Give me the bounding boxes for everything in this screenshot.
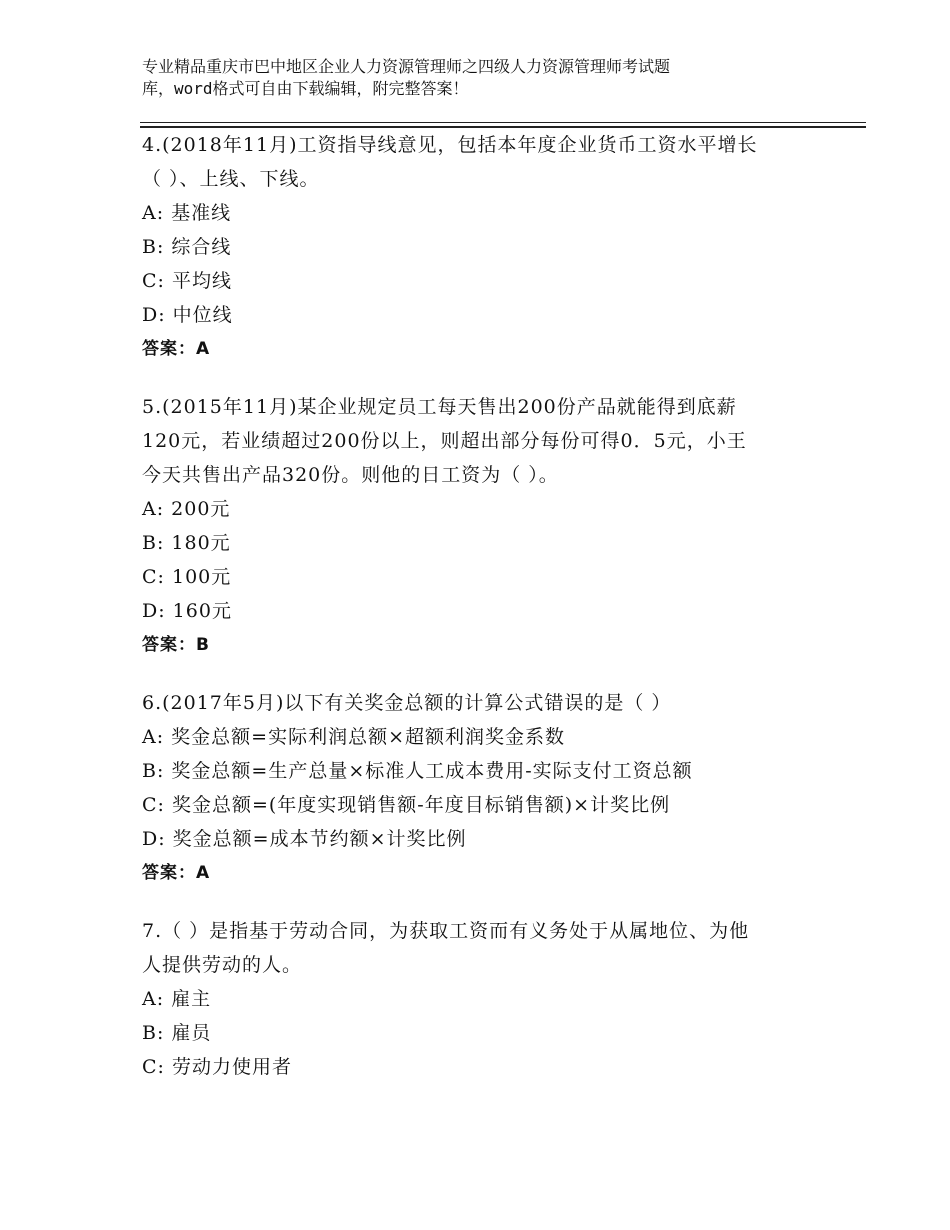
question-4 [142,128,842,366]
option-c: C: 100元 [142,566,232,588]
option-d: D: 奖金总额=成本节约额×计奖比例 [142,828,467,850]
option-b: B: 180元 [142,532,231,554]
option-c: C: 平均线 [142,270,232,292]
question-list [142,128,842,1084]
question-text: 人提供劳动的人。 [142,954,303,976]
answer-label: 答案：B [142,635,210,655]
question-text: 6.(2017年5月)以下有关奖金总额的计算公式错误的是（ ） [142,692,672,714]
option-b: B: 奖金总额=生产总量×标准人工成本费用-实际支付工资总额 [142,760,693,782]
question-text: 5.(2015年11月)某企业规定员工每天售出200份产品就能得到底薪 [142,396,737,418]
option-c: C: 劳动力使用者 [142,1056,292,1078]
question-text: （ ）、上线、下线。 [142,168,320,190]
question-6 [142,686,842,890]
option-a: A: 200元 [142,498,231,520]
option-d: D: 160元 [142,600,232,622]
option-a: A: 雇主 [142,988,212,1010]
question-7 [142,914,842,1084]
option-b: B: 综合线 [142,236,232,258]
header-line-2: 库，word格式可自由下载编辑，附完整答案！ [142,79,469,98]
document-header [142,56,802,100]
option-d: D: 中位线 [142,304,233,326]
option-a: A: 奖金总额=实际利润总额×超额利润奖金系数 [142,726,566,748]
question-text: 7.（ ）是指基于劳动合同，为获取工资而有义务处于从属地位、为他 [142,920,750,942]
option-a: A: 基准线 [142,202,232,224]
answer-label: 答案：A [142,339,211,359]
header-divider-thin [140,122,866,123]
question-text: 今天共售出产品320份。则他的日工资为（ ）。 [142,464,559,486]
header-line-1: 专业精品重庆市巴中地区企业人力资源管理师之四级人力资源管理师考试题 [142,57,671,76]
option-b: B: 雇员 [142,1022,212,1044]
question-text: 120元，若业绩超过200份以上，则超出部分每份可得0．5元，小王 [142,430,747,452]
answer-label: 答案：A [142,863,211,883]
option-c: C: 奖金总额=(年度实现销售额-年度目标销售额)×计奖比例 [142,794,671,816]
question-5 [142,390,842,662]
question-text: 4.(2018年11月)工资指导线意见，包括本年度企业货币工资水平增长 [142,134,758,156]
